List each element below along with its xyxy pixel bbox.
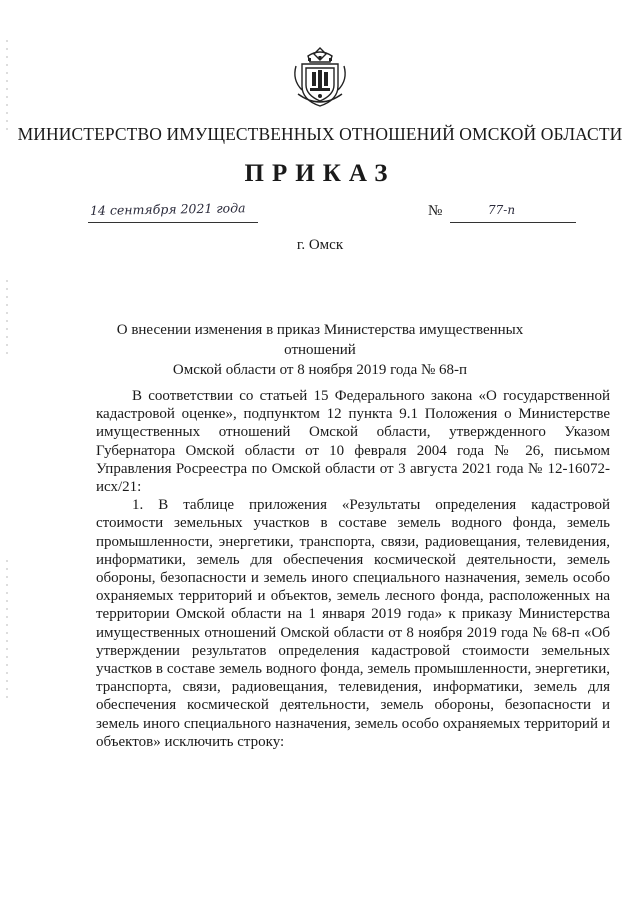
preamble-paragraph: В соответствии со статьей 15 Федерального закона «О государственной кадастровой оценке», подпунктом 12 пункта 9.1 Положения о Министерстве имущественных отношений Омской области, утвержденного Указом Губернатора Омской области от 10 февраля 2004 года № 26, письмом Управления Росреестра по Омской области от 3 августа 2021 года № 12-16072-исх/21: (96, 388, 610, 496)
coat-of-arms-icon (288, 44, 352, 110)
date-underline (88, 222, 258, 223)
clause-1-paragraph: 1. В таблице приложения «Результаты определения кадастровой стоимости земельных участков в составе земель водного фонда, земель промышленности, энергетики, транспорта, связи, радиовещания, телевидения, информатики, земель для обеспечения космической деятельности, земель обороны, безопасности и земель иного специального назначения, земель особо охраняемых территорий и объектов, земель лесного фонда, расположенных на территории Омской области на 1 января 2019 года» к приказу Министерства имущественных отношений Омской области от 8 ноября 2019 года № 68-п «Об утверждении результатов определения кадастровой стоимости земельных участков в составе земель водного фонда, земель промышленности, энергетики, транспорта, связи, радиовещания, телевидения, информатики, земель для обеспечения космической деятельности, земель обороны, безопасности и земель иного специального назначения, земель особо охраняемых территорий и объектов» исключить строку: (96, 497, 610, 750)
subject-line-2: Омской области от 8 ноября 2019 года № 68-п (172, 362, 468, 378)
number-label: № (428, 203, 443, 219)
scan-edge-marks (6, 0, 8, 905)
city: г. Омск (296, 237, 344, 253)
ministry-name: МИНИСТЕРСТВО ИМУЩЕСТВЕННЫХ ОТНОШЕНИЙ ОМСКОЙ ОБЛАСТИ (17, 124, 623, 144)
order-subject (100, 320, 540, 380)
number-underline (450, 222, 576, 223)
document-type: ПРИКАЗ (244, 160, 396, 187)
subject-line-1: О внесении изменения в приказ Министерства имущественных отношений (116, 322, 524, 358)
order-body (96, 387, 610, 751)
order-date: 14 сентября 2021 года (89, 200, 246, 218)
order-number: 77-п (488, 203, 516, 217)
